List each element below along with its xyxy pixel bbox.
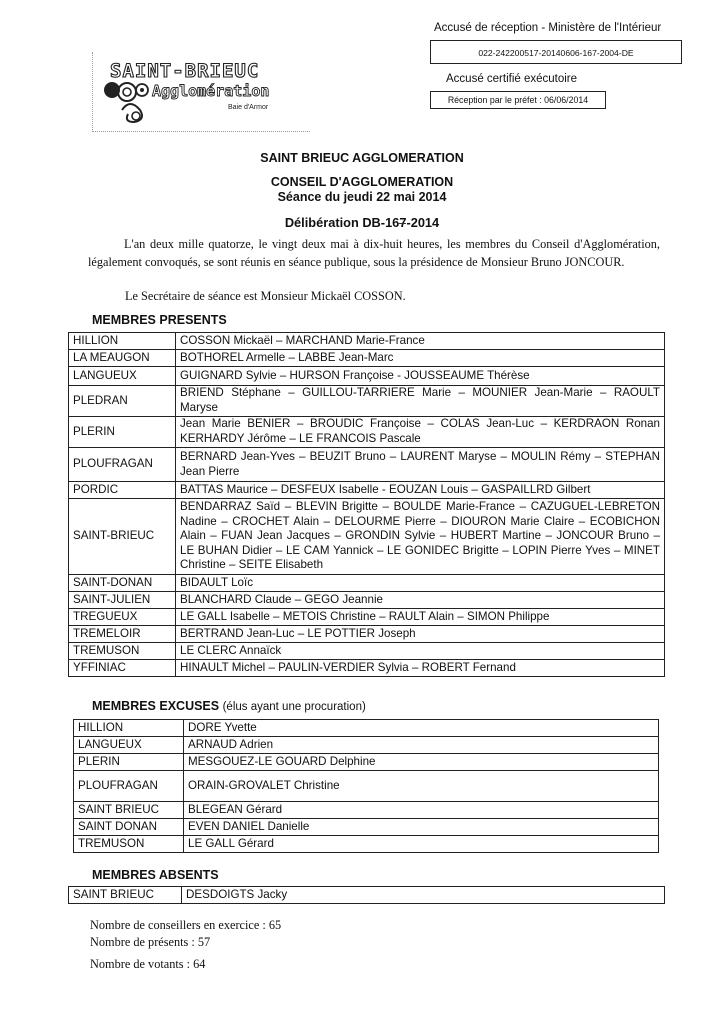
member-row [74, 819, 659, 836]
count-sitting-councillors: Nombre de conseillers en exercice : 65 [90, 918, 282, 932]
commune-cell: PLERIN [69, 417, 176, 448]
member-names-cell: DESDOIGTS Jacky [182, 887, 665, 904]
commune-cell: PLOUFRAGAN [69, 448, 176, 482]
excused-members-heading [92, 699, 366, 713]
receipt-title: Accusé de réception - Ministère de l'Intérieur [434, 22, 662, 34]
commune-cell: PLEDRAN [69, 386, 176, 417]
member-row [69, 482, 665, 499]
member-names-cell: BLANCHARD Claude – GEGO Jeannie [176, 592, 665, 609]
excused-members-table [73, 719, 659, 853]
logo-name: SAINT-BRIEUC [110, 60, 260, 82]
member-row [69, 609, 665, 626]
commune-cell: TREMUSON [74, 836, 184, 853]
member-names-cell: BRIEND Stéphane – GUILLOU-TARRIERE Marie – MOUNIER Jean-Marie – RAOULT Maryse [176, 386, 665, 417]
member-names-cell: BATTAS Maurice – DESFEUX Isabelle - EOUZAN Louis – GASPAILLRD Gilbert [176, 482, 665, 499]
commune-cell: LANGUEUX [74, 737, 184, 754]
commune-cell: PORDIC [69, 482, 176, 499]
member-row [69, 660, 665, 677]
member-row [69, 626, 665, 643]
prefect-reception-box: Réception par le préfet : 06/06/2014 [430, 91, 606, 109]
commune-cell: LA MEAUGON [69, 350, 176, 367]
present-members-heading: MEMBRES PRESENTS [92, 313, 227, 327]
member-row [69, 350, 665, 367]
member-names-cell: MESGOUEZ-LE GOUARD Delphine [184, 754, 659, 771]
intro-paragraph: L'an deux mille quatorze, le vingt deux mai à dix-huit heures, les membres du Conseil d'Agglomération, légalement convoqués, se sont réunis en séance publique, sous la présidence de Monsieur Bruno JONCOUR. [88, 237, 660, 269]
commune-cell: SAINT-BRIEUC [69, 499, 176, 575]
member-names-cell: BENDARRAZ Saïd – BLEVIN Brigitte – BOULDE Marie-France – CAZUGUEL-LEBRETON Nadine – CROCHET Alain – DELOURME Pierre – DIOURON Marie Claire – ECOBICHON Alain – FUAN Jean Jacques – GRONDIN Sylvie – HUBERT Martine – JONCOUR Bruno – LE BUHAN Didier – LE CAM Yannick – LE GONIDEC Brigitte – LOPIN Pierre Yves – MINET Christine – SEITE Elisabeth [176, 499, 665, 575]
commune-cell: TREMUSON [69, 643, 176, 660]
present-members-body [69, 333, 665, 677]
deliberation-suffix: -2014 [406, 215, 440, 230]
member-row [69, 643, 665, 660]
excused-heading-note: (élus ayant une procuration) [222, 701, 366, 713]
commune-cell: SAINT-DONAN [69, 575, 176, 592]
commune-cell: HILLION [69, 333, 176, 350]
commune-cell: YFFINIAC [69, 660, 176, 677]
commune-cell: LANGUEUX [69, 367, 176, 386]
member-names-cell: BOTHOREL Armelle – LABBE Jean-Marc [176, 350, 665, 367]
commune-cell: PLOUFRAGAN [74, 771, 184, 802]
member-names-cell: ARNAUD Adrien [184, 737, 659, 754]
deliberation-corrected-digit: 7 [399, 215, 407, 230]
member-row [69, 575, 665, 592]
commune-cell: SAINT BRIEUC [74, 802, 184, 819]
member-row [74, 754, 659, 771]
member-row [74, 802, 659, 819]
member-row [74, 836, 659, 853]
member-row [69, 417, 665, 448]
organization-title: SAINT BRIEUC AGGLOMERATION [260, 151, 464, 165]
member-names-cell: LE GALL Gérard [184, 836, 659, 853]
absent-members-heading: MEMBRES ABSENTS [92, 868, 219, 882]
commune-cell: SAINT-JULIEN [69, 592, 176, 609]
member-names-cell: BIDAULT Loïc [176, 575, 665, 592]
excused-heading-label: MEMBRES EXCUSES [92, 699, 220, 713]
member-row [69, 592, 665, 609]
commune-cell: TREGUEUX [69, 609, 176, 626]
absent-members-table [68, 886, 665, 904]
member-row [74, 771, 659, 802]
secretary-paragraph: Le Secrétaire de séance est Monsieur Mickaël COSSON. [125, 289, 406, 303]
member-names-cell: ORAIN-GROVALET Christine [184, 771, 659, 802]
certified-executory-label: Accusé certifié exécutoire [446, 73, 578, 85]
member-row [74, 720, 659, 737]
member-row [69, 448, 665, 482]
deliberation-prefix: Délibération DB-16 [284, 215, 400, 230]
member-row [69, 367, 665, 386]
member-names-cell: EVEN DANIEL Danielle [184, 819, 659, 836]
member-names-cell: Jean Marie BENIER – BROUDIC Françoise – COLAS Jean-Luc – KERDRAON Ronan KERHARDY Jérôme – LE FRANCOIS Pascale [176, 417, 665, 448]
session-date: Séance du jeudi 22 mai 2014 [277, 190, 447, 204]
commune-cell: HILLION [74, 720, 184, 737]
present-members-table [68, 332, 665, 677]
receipt-reference-box: 022-242200517-20140606-167-2004-DE [430, 40, 682, 64]
absent-members-body [69, 887, 665, 904]
member-names-cell: BLEGEAN Gérard [184, 802, 659, 819]
agglomeration-logo [92, 52, 310, 132]
member-names-cell: BERTRAND Jean-Luc – LE POTTIER Joseph [176, 626, 665, 643]
logo-tagline: Baie d'Armor [228, 104, 269, 111]
member-row [74, 737, 659, 754]
member-names-cell: GUIGNARD Sylvie – HURSON Françoise - JOUSSEAUME Thérèse [176, 367, 665, 386]
member-names-cell: BERNARD Jean-Yves – BEUZIT Bruno – LAURENT Maryse – MOULIN Rémy – STEPHAN Jean Pierre [176, 448, 665, 482]
excused-members-body [74, 720, 659, 853]
member-names-cell: LE GALL Isabelle – METOIS Christine – RAULT Alain – SIMON Philippe [176, 609, 665, 626]
commune-cell: SAINT DONAN [74, 819, 184, 836]
commune-cell: PLERIN [74, 754, 184, 771]
commune-cell: TREMELOIR [69, 626, 176, 643]
member-names-cell: LE CLERC Annaïck [176, 643, 665, 660]
member-row [69, 887, 665, 904]
member-row [69, 386, 665, 417]
count-present: Nombre de présents : 57 [90, 935, 211, 949]
member-names-cell: COSSON Mickaël – MARCHAND Marie-France [176, 333, 665, 350]
deliberation-number [0, 215, 724, 230]
council-title: CONSEIL D'AGGLOMERATION [270, 175, 454, 189]
commune-cell: SAINT BRIEUC [69, 887, 182, 904]
logo-subtitle: Agglomération [152, 82, 270, 100]
member-names-cell: HINAULT Michel – PAULIN-VERDIER Sylvia – ROBERT Fernand [176, 660, 665, 677]
count-voters: Nombre de votants : 64 [90, 957, 206, 971]
member-row [69, 499, 665, 575]
member-names-cell: DORE Yvette [184, 720, 659, 737]
member-row [69, 333, 665, 350]
